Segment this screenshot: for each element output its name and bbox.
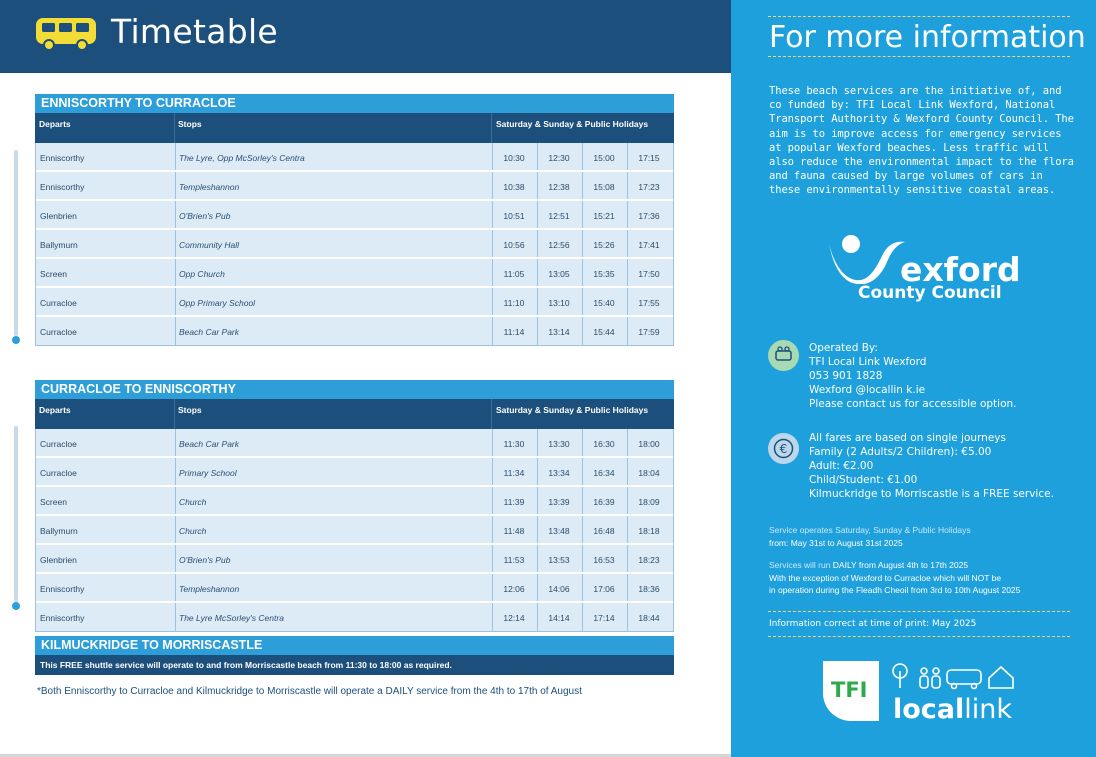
time-cell: 15:00 — [593, 153, 615, 163]
table-header — [35, 399, 674, 429]
operator-email: Wexford @locallin k.ie — [809, 384, 926, 396]
time-cell: 13:05 — [548, 269, 570, 279]
service-note: Services will run — [769, 560, 833, 570]
divider — [768, 56, 1070, 57]
fares-info — [809, 431, 1054, 501]
time-cell: 13:30 — [548, 439, 570, 449]
stop-cell: The Lyre McSorley's Centra — [179, 613, 284, 623]
transport-mode-icons — [889, 662, 1024, 692]
time-cell: 18:36 — [638, 584, 660, 594]
table-row — [36, 458, 673, 487]
council-name: exford — [900, 250, 1021, 289]
time-cell: 17:50 — [638, 269, 660, 279]
stop-cell: Primary School — [179, 468, 237, 478]
tfi-logo — [823, 661, 879, 721]
operator-line: TFI Local Link Wexford — [809, 356, 927, 368]
divider — [768, 636, 1070, 637]
depart-cell: Curracloe — [40, 468, 77, 478]
wexford-council-logo — [825, 232, 1025, 304]
time-cell: 17:59 — [638, 327, 660, 337]
time-cell: 15:08 — [593, 182, 615, 192]
col-stops: Stops — [178, 119, 202, 129]
time-cell: 12:30 — [548, 153, 570, 163]
time-cell: 18:00 — [638, 439, 660, 449]
time-cell: 17:55 — [638, 298, 660, 308]
table-row — [36, 317, 673, 346]
stop-cell: Templeshannon — [179, 182, 240, 192]
time-cell: 16:30 — [593, 439, 615, 449]
fare-line: All fares are based on single journeys — [809, 432, 1006, 444]
depart-cell: Curracloe — [40, 439, 77, 449]
time-cell: 13:48 — [548, 526, 570, 536]
time-cell: 17:06 — [593, 584, 615, 594]
time-cell: 11:30 — [503, 439, 525, 449]
time-cell: 17:23 — [638, 182, 660, 192]
col-departs: Departs — [39, 119, 71, 129]
stop-cell: Beach Car Park — [179, 439, 239, 449]
footnote: *Both Enniscorthy to Curracloe and Kilmuckridge to Morriscastle will operate a DAILY service from the 4th to 17th of August — [37, 686, 582, 697]
time-cell: 13:34 — [548, 468, 570, 478]
time-cell: 10:56 — [503, 240, 525, 250]
time-cell: 11:05 — [503, 269, 525, 279]
print-date-note: Information correct at time of print: May 2025 — [769, 619, 977, 629]
time-cell: 12:51 — [548, 211, 570, 221]
table-row — [36, 574, 673, 603]
fare-line: Kilmuckridge to Morriscastle is a FREE service. — [809, 488, 1054, 500]
operator-info — [809, 341, 1017, 411]
time-cell: 18:44 — [638, 613, 660, 623]
table-title: ENNISCORTHY TO CURRACLOE — [35, 94, 674, 113]
panel-title: For more information — [769, 20, 1086, 55]
page-header — [0, 0, 731, 73]
table-header — [35, 113, 674, 143]
route-end-dot — [12, 336, 20, 344]
depart-cell: Enniscorthy — [40, 153, 85, 163]
intro-text: These beach services are the initiative of, and co funded by: TFI Local Link Wexford, National Transport Authority & Wexford County Council. The aim is to improve access for emergency services at popular Wexford beaches. Less traffic will also reduce the environmental impact to the flora and fauna caused by large volumes of cars in these environmentally sensitive coastal areas. — [769, 85, 1074, 197]
exception-line: With the exception of Wexford to Curracloe which will NOT be — [769, 572, 1002, 583]
time-cell: 15:35 — [593, 269, 615, 279]
stop-cell: The Lyre, Opp McSorley's Centra — [179, 153, 305, 163]
time-cell: 13:53 — [548, 555, 570, 565]
operator-icon — [768, 340, 799, 371]
depart-cell: Curracloe — [40, 298, 77, 308]
time-cell: 17:36 — [638, 211, 660, 221]
fare-line: Adult: €2.00 — [809, 460, 874, 472]
time-cell: 15:44 — [593, 327, 615, 337]
depart-cell: Screen — [40, 497, 67, 507]
operator-phone: 053 901 1828 — [809, 370, 883, 382]
time-cell: 11:53 — [503, 555, 525, 565]
time-cell: 11:34 — [503, 468, 525, 478]
fare-line: Child/Student: €1.00 — [809, 474, 918, 486]
stop-cell: O'Brien's Pub — [179, 555, 231, 565]
kilmuckridge-section — [35, 636, 674, 675]
depart-cell: Glenbrien — [40, 555, 77, 565]
time-cell: 15:26 — [593, 240, 615, 250]
time-cell: 12:38 — [548, 182, 570, 192]
time-cell: 16:48 — [593, 526, 615, 536]
time-cell: 10:30 — [503, 153, 525, 163]
section-body: This FREE shuttle service will operate to and from Morriscastle beach from 11:30 to 18:00 as required. — [35, 655, 674, 675]
stop-cell: Beach Car Park — [179, 327, 239, 337]
stop-cell: O'Brien's Pub — [179, 211, 231, 221]
stop-cell: Opp Primary School — [179, 298, 256, 308]
time-cell: 18:23 — [638, 555, 660, 565]
table-row — [36, 487, 673, 516]
time-cell: 18:09 — [638, 497, 660, 507]
service-note: Service operates Saturday, Sunday & Public Holidays — [769, 525, 971, 535]
table-row — [36, 516, 673, 545]
col-days: Saturday & Sunday & Public Holidays — [496, 119, 649, 129]
time-cell: 17:14 — [593, 613, 615, 623]
time-cell: 18:18 — [638, 526, 660, 536]
time-cell: 13:39 — [548, 497, 570, 507]
local-text: local — [893, 694, 965, 725]
service-dates-line: from: May 31st to August 31st 2025 — [769, 537, 903, 548]
time-cell: 13:10 — [548, 298, 570, 308]
time-cell: 12:06 — [503, 584, 525, 594]
depart-cell: Ballymurn — [40, 526, 78, 536]
divider — [768, 611, 1070, 612]
daily-dates: DAILY from August 4th to 17th 2025 — [832, 560, 969, 570]
council-subtitle: County Council — [858, 283, 1002, 303]
route-end-dot — [12, 602, 20, 610]
time-cell: 16:34 — [593, 468, 615, 478]
stop-cell: Community Hall — [179, 240, 239, 250]
table-row — [36, 288, 673, 317]
depart-cell: Ballymurn — [40, 240, 78, 250]
time-cell: 16:53 — [593, 555, 615, 565]
time-cell: 15:21 — [593, 211, 615, 221]
time-cell: 16:39 — [593, 497, 615, 507]
tfi-logo-text: TFI — [831, 678, 868, 702]
col-days: Saturday & Sunday & Public Holidays — [496, 405, 649, 415]
table-body — [35, 429, 674, 632]
depart-cell: Screen — [40, 269, 67, 279]
table-row — [36, 545, 673, 574]
time-cell: 17:15 — [638, 153, 660, 163]
table-title: CURRACLOE TO ENNISCORTHY — [35, 380, 674, 399]
bus-icon — [34, 16, 98, 52]
table-row — [36, 172, 673, 201]
time-cell: 11:14 — [503, 327, 525, 337]
link-text: link — [964, 694, 1013, 725]
route-line-outbound — [11, 150, 21, 344]
time-cell: 15:40 — [593, 298, 615, 308]
col-stops: Stops — [178, 405, 202, 415]
time-cell: 18:04 — [638, 468, 660, 478]
stop-cell: Opp Church — [179, 269, 225, 279]
time-cell: 11:48 — [503, 526, 525, 536]
service-dates — [769, 524, 971, 549]
time-cell: 17:41 — [638, 240, 660, 250]
time-cell: 12:14 — [503, 613, 525, 623]
time-cell: 11:39 — [503, 497, 525, 507]
depart-cell: Enniscorthy — [40, 182, 85, 192]
fare-line: Family (2 Adults/2 Children): €5.00 — [809, 446, 992, 458]
table-body — [35, 143, 674, 346]
time-cell: 13:14 — [548, 327, 570, 337]
depart-cell: Glenbrien — [40, 211, 77, 221]
depart-cell: Enniscorthy — [40, 584, 85, 594]
depart-cell: Curracloe — [40, 327, 77, 337]
time-cell: 10:38 — [503, 182, 525, 192]
daily-service-note — [769, 559, 1020, 597]
divider — [768, 16, 1070, 17]
operator-line: Operated By: — [809, 342, 878, 354]
table-row — [36, 603, 673, 632]
exception-line: in operation during the Fleadh Cheoil from 3rd to 10th August 2025 — [769, 585, 1021, 595]
operator-line: Please contact us for accessible option. — [809, 398, 1017, 410]
svg-text:€: € — [779, 442, 788, 456]
euro-icon — [768, 433, 799, 464]
depart-cell: Enniscorthy — [40, 613, 85, 623]
time-cell: 10:51 — [503, 211, 525, 221]
timetable-curracloe-to-enniscorthy — [35, 380, 674, 632]
table-row — [36, 259, 673, 288]
time-cell: 11:10 — [503, 298, 525, 308]
info-panel — [731, 0, 1096, 757]
stop-cell: Church — [179, 497, 207, 507]
table-row — [36, 143, 673, 172]
time-cell: 14:14 — [548, 613, 570, 623]
route-line-return — [11, 426, 21, 610]
stop-cell: Church — [179, 526, 207, 536]
time-cell: 12:56 — [548, 240, 570, 250]
stop-cell: Templeshannon — [179, 584, 240, 594]
section-title: KILMUCKRIDGE TO MORRISCASTLE — [35, 636, 674, 655]
page-title: Timetable — [111, 12, 279, 51]
col-departs: Departs — [39, 405, 71, 415]
timetable-enniscorthy-to-curracloe — [35, 94, 674, 346]
time-cell: 14:06 — [548, 584, 570, 594]
local-link-wordmark — [893, 694, 1012, 725]
table-row — [36, 201, 673, 230]
table-row — [36, 429, 673, 458]
table-row — [36, 230, 673, 259]
